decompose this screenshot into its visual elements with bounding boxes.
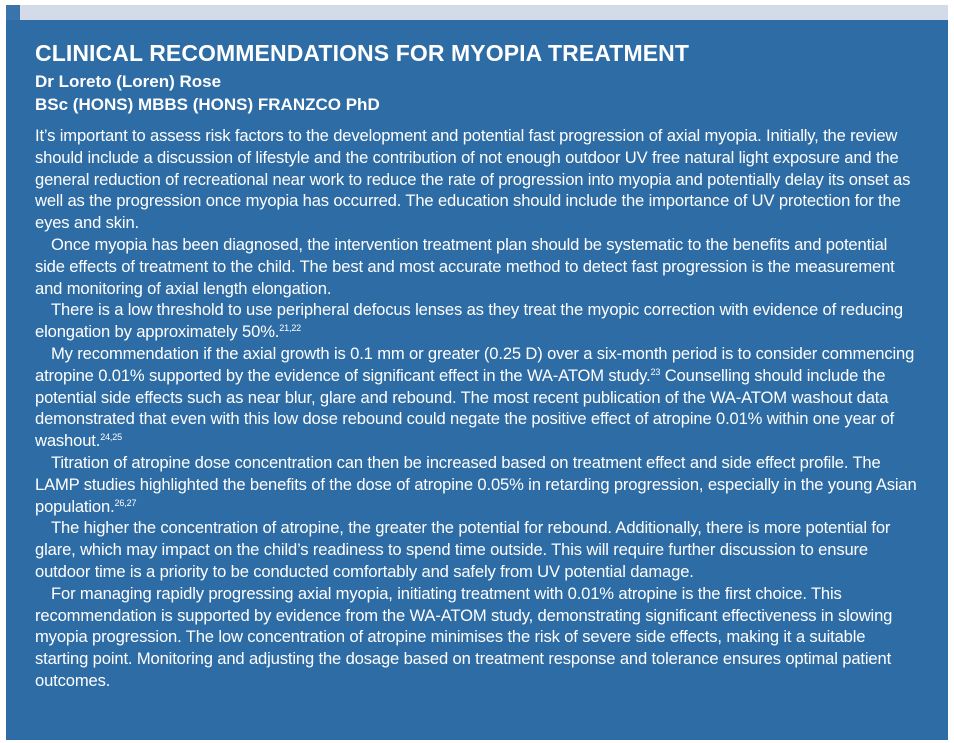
paragraph-7: For managing rapidly progressing axial myopia, initiating treatment with 0.01% atropine is the first choice. This recommendation is supported by evidence from the WA-ATOM study, demonstrating significant effectiveness in slowing myopia progression. The low concentration of atropine minimises the risk of severe side effects, making it a suitable starting point. Monitoring and adjusting the dosage based on treatment response and tolerance ensures optimal patient outcomes.	[35, 583, 893, 690]
paragraph-2: Once myopia has been diagnosed, the intervention treatment plan should be systematic to the benefits and potential side effects of treatment to the child. The best and most accurate method to detect fast progression is the measurement and monitoring of axial length elongation.	[35, 234, 895, 298]
top-bar-accent	[6, 5, 20, 20]
top-bar	[6, 5, 948, 20]
paragraph-5-text: Titration of atropine dose concentration can then be increased based on treatment effect and side effect profile. The LAMP studies highlighted the benefits of the dose of atropine 0.05% in retarding progression, especially in the young Asian population.	[35, 452, 917, 516]
citation-23: 23	[650, 366, 661, 377]
paragraph-3	[35, 299, 920, 343]
article-body	[35, 125, 920, 692]
citation-21-22: 21,22	[279, 323, 302, 334]
citation-26-27: 26,27	[114, 497, 137, 508]
paragraph-4-text-a: My recommendation if the axial growth is 0.1 mm or greater (0.25 D) over a six-month period is to consider commencing atropine 0.01% supported by the evidence of significant effect in the WA-ATOM study.	[35, 343, 915, 385]
paragraph-3-text: There is a low threshold to use peripheral defocus lenses as they treat the myopic correction with evidence of reducing elongation by approximately 50%.	[35, 300, 903, 342]
author-name: Dr Loreto (Loren) Rose	[35, 72, 222, 91]
article-title: CLINICAL RECOMMENDATIONS FOR MYOPIA TREATMENT	[35, 40, 690, 66]
paragraph-1: It’s important to assess risk factors to the development and potential fast progression of axial myopia. Initially, the review should include a discussion of lifestyle and the contribution of not enough outdoor UV free natural light exposure and the general reduction of recreational near work to reduce the rate of progression into myopia and potentially delay its onset as well as the progression once myopia has occurred. The education should include the importance of UV protection for the eyes and skin.	[35, 126, 911, 233]
panel-content	[35, 40, 920, 692]
paragraph-5	[35, 452, 920, 517]
citation-24-25: 24,25	[100, 432, 122, 443]
paragraph-4-text-b: Counselling should include the potential side effects such as near blur, glare and rebound. The most recent publication of the WA-ATOM washout data demonstrated that even with this low dose rebound could negate the positive effect of atropine 0.01% within one year of washout.	[35, 365, 895, 451]
recommendations-panel	[6, 20, 948, 740]
paragraph-4	[35, 343, 920, 452]
author-credentials: BSc (HONS) MBBS (HONS) FRANZCO PhD	[35, 95, 380, 114]
paragraph-6: The higher the concentration of atropine, the greater the potential for rebound. Additionally, there is more potential for glare, which may impact on the child’s readiness to spend time outside. This will require further discussion to ensure outdoor time is a priority to be conducted comfortably and safely from UV potential damage.	[35, 518, 891, 581]
